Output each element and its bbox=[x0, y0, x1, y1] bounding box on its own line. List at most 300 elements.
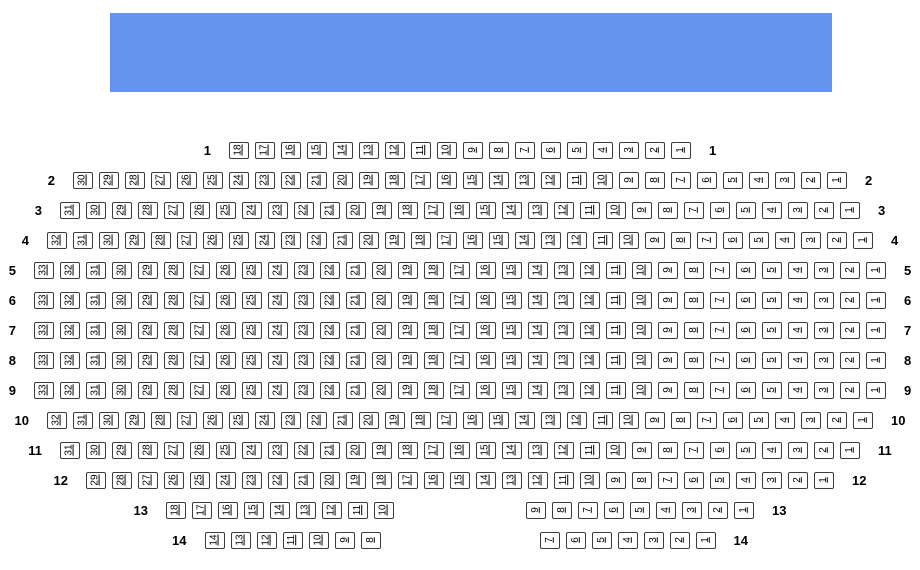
seat[interactable] bbox=[359, 232, 379, 249]
seat[interactable] bbox=[592, 532, 612, 549]
seat[interactable] bbox=[320, 352, 340, 369]
seat[interactable] bbox=[684, 322, 704, 339]
seat[interactable] bbox=[502, 442, 522, 459]
seat[interactable] bbox=[322, 502, 342, 519]
seat[interactable] bbox=[762, 292, 782, 309]
seat[interactable] bbox=[515, 232, 535, 249]
seat[interactable] bbox=[257, 532, 277, 549]
seat[interactable] bbox=[424, 352, 444, 369]
seat[interactable] bbox=[348, 502, 368, 519]
seat[interactable] bbox=[502, 472, 522, 489]
seat[interactable] bbox=[762, 352, 782, 369]
seat[interactable] bbox=[476, 382, 496, 399]
seat[interactable] bbox=[645, 142, 665, 159]
seat[interactable] bbox=[244, 502, 264, 519]
seat[interactable] bbox=[489, 142, 509, 159]
seat[interactable] bbox=[166, 502, 186, 519]
seat[interactable] bbox=[684, 352, 704, 369]
seat[interactable] bbox=[164, 202, 184, 219]
seat[interactable] bbox=[268, 352, 288, 369]
seat[interactable] bbox=[578, 502, 598, 519]
seat[interactable] bbox=[73, 172, 93, 189]
seat[interactable] bbox=[34, 352, 54, 369]
seat[interactable] bbox=[320, 442, 340, 459]
seat[interactable] bbox=[333, 232, 353, 249]
seat[interactable] bbox=[827, 172, 847, 189]
seat[interactable] bbox=[580, 442, 600, 459]
seat[interactable] bbox=[502, 382, 522, 399]
seat[interactable] bbox=[164, 442, 184, 459]
seat[interactable] bbox=[112, 442, 132, 459]
seat[interactable] bbox=[658, 292, 678, 309]
seat[interactable] bbox=[708, 502, 728, 519]
seat[interactable] bbox=[762, 322, 782, 339]
seat[interactable] bbox=[424, 292, 444, 309]
seat[interactable] bbox=[762, 382, 782, 399]
seat[interactable] bbox=[60, 292, 80, 309]
seat[interactable] bbox=[710, 352, 730, 369]
seat[interactable] bbox=[840, 262, 860, 279]
seat[interactable] bbox=[814, 202, 834, 219]
seat[interactable] bbox=[541, 142, 561, 159]
seat[interactable] bbox=[190, 202, 210, 219]
seat[interactable] bbox=[270, 502, 290, 519]
seat[interactable] bbox=[398, 322, 418, 339]
seat[interactable] bbox=[775, 232, 795, 249]
seat[interactable] bbox=[255, 142, 275, 159]
seat[interactable] bbox=[840, 292, 860, 309]
seat[interactable] bbox=[294, 382, 314, 399]
seat[interactable] bbox=[73, 232, 93, 249]
seat[interactable] bbox=[294, 322, 314, 339]
seat[interactable] bbox=[580, 262, 600, 279]
seat[interactable] bbox=[229, 172, 249, 189]
seat[interactable] bbox=[268, 292, 288, 309]
seat[interactable] bbox=[320, 472, 340, 489]
seat[interactable] bbox=[177, 172, 197, 189]
seat[interactable] bbox=[268, 442, 288, 459]
seat[interactable] bbox=[775, 172, 795, 189]
seat[interactable] bbox=[840, 382, 860, 399]
seat[interactable] bbox=[502, 262, 522, 279]
seat[interactable] bbox=[294, 202, 314, 219]
seat[interactable] bbox=[268, 202, 288, 219]
seat[interactable] bbox=[554, 442, 574, 459]
seat[interactable] bbox=[125, 232, 145, 249]
seat[interactable] bbox=[47, 412, 67, 429]
seat[interactable] bbox=[307, 412, 327, 429]
seat[interactable] bbox=[671, 142, 691, 159]
seat[interactable] bbox=[632, 292, 652, 309]
seat[interactable] bbox=[489, 172, 509, 189]
seat[interactable] bbox=[268, 472, 288, 489]
seat[interactable] bbox=[684, 262, 704, 279]
seat[interactable] bbox=[814, 262, 834, 279]
seat[interactable] bbox=[190, 292, 210, 309]
seat[interactable] bbox=[710, 442, 730, 459]
seat[interactable] bbox=[528, 382, 548, 399]
seat[interactable] bbox=[606, 262, 626, 279]
seat[interactable] bbox=[125, 172, 145, 189]
seat[interactable] bbox=[86, 472, 106, 489]
seat[interactable] bbox=[190, 322, 210, 339]
seat[interactable] bbox=[205, 532, 225, 549]
seat[interactable] bbox=[138, 472, 158, 489]
seat[interactable] bbox=[749, 232, 769, 249]
seat[interactable] bbox=[710, 202, 730, 219]
seat[interactable] bbox=[645, 232, 665, 249]
seat[interactable] bbox=[671, 172, 691, 189]
seat[interactable] bbox=[411, 142, 431, 159]
seat[interactable] bbox=[762, 202, 782, 219]
seat[interactable] bbox=[866, 322, 886, 339]
seat[interactable] bbox=[281, 142, 301, 159]
seat[interactable] bbox=[216, 262, 236, 279]
seat[interactable] bbox=[268, 262, 288, 279]
seat[interactable] bbox=[541, 412, 561, 429]
seat[interactable] bbox=[762, 262, 782, 279]
seat[interactable] bbox=[463, 172, 483, 189]
seat[interactable] bbox=[554, 382, 574, 399]
seat[interactable] bbox=[528, 322, 548, 339]
seat[interactable] bbox=[710, 322, 730, 339]
seat[interactable] bbox=[99, 232, 119, 249]
seat[interactable] bbox=[502, 292, 522, 309]
seat[interactable] bbox=[814, 292, 834, 309]
seat[interactable] bbox=[60, 442, 80, 459]
seat[interactable] bbox=[632, 472, 652, 489]
seat[interactable] bbox=[294, 442, 314, 459]
seat[interactable] bbox=[281, 412, 301, 429]
seat[interactable] bbox=[658, 322, 678, 339]
seat[interactable] bbox=[801, 412, 821, 429]
seat[interactable] bbox=[268, 382, 288, 399]
seat[interactable] bbox=[658, 382, 678, 399]
seat[interactable] bbox=[333, 172, 353, 189]
seat[interactable] bbox=[502, 352, 522, 369]
seat[interactable] bbox=[372, 202, 392, 219]
seat[interactable] bbox=[656, 502, 676, 519]
seat[interactable] bbox=[567, 412, 587, 429]
seat[interactable] bbox=[567, 172, 587, 189]
seat[interactable] bbox=[281, 232, 301, 249]
seat[interactable] bbox=[463, 412, 483, 429]
seat[interactable] bbox=[346, 292, 366, 309]
seat[interactable] bbox=[138, 382, 158, 399]
seat[interactable] bbox=[554, 322, 574, 339]
seat[interactable] bbox=[476, 472, 496, 489]
seat[interactable] bbox=[593, 172, 613, 189]
seat[interactable] bbox=[335, 532, 355, 549]
seat[interactable] bbox=[229, 412, 249, 429]
seat[interactable] bbox=[476, 202, 496, 219]
seat[interactable] bbox=[684, 382, 704, 399]
seat[interactable] bbox=[255, 172, 275, 189]
seat[interactable] bbox=[736, 292, 756, 309]
seat[interactable] bbox=[515, 172, 535, 189]
seat[interactable] bbox=[424, 382, 444, 399]
seat[interactable] bbox=[736, 202, 756, 219]
seat[interactable] bbox=[697, 412, 717, 429]
seat[interactable] bbox=[112, 262, 132, 279]
seat[interactable] bbox=[164, 382, 184, 399]
seat[interactable] bbox=[593, 412, 613, 429]
seat[interactable] bbox=[294, 352, 314, 369]
seat[interactable] bbox=[723, 232, 743, 249]
seat[interactable] bbox=[710, 262, 730, 279]
seat[interactable] bbox=[645, 172, 665, 189]
seat[interactable] bbox=[723, 172, 743, 189]
seat[interactable] bbox=[411, 172, 431, 189]
seat[interactable] bbox=[502, 322, 522, 339]
seat[interactable] bbox=[658, 442, 678, 459]
seat[interactable] bbox=[801, 172, 821, 189]
seat[interactable] bbox=[73, 412, 93, 429]
seat[interactable] bbox=[489, 412, 509, 429]
seat[interactable] bbox=[528, 202, 548, 219]
seat[interactable] bbox=[619, 142, 639, 159]
seat[interactable] bbox=[632, 442, 652, 459]
seat[interactable] bbox=[567, 232, 587, 249]
seat[interactable] bbox=[670, 532, 690, 549]
seat[interactable] bbox=[450, 292, 470, 309]
seat[interactable] bbox=[372, 262, 392, 279]
seat[interactable] bbox=[450, 352, 470, 369]
seat[interactable] bbox=[424, 262, 444, 279]
seat[interactable] bbox=[814, 352, 834, 369]
seat[interactable] bbox=[606, 382, 626, 399]
seat[interactable] bbox=[190, 382, 210, 399]
seat[interactable] bbox=[346, 382, 366, 399]
seat[interactable] bbox=[242, 322, 262, 339]
seat[interactable] bbox=[307, 232, 327, 249]
seat[interactable] bbox=[618, 532, 638, 549]
seat[interactable] bbox=[580, 382, 600, 399]
seat[interactable] bbox=[632, 262, 652, 279]
seat[interactable] bbox=[424, 202, 444, 219]
seat[interactable] bbox=[138, 262, 158, 279]
seat[interactable] bbox=[47, 232, 67, 249]
seat[interactable] bbox=[229, 142, 249, 159]
seat[interactable] bbox=[34, 292, 54, 309]
seat[interactable] bbox=[736, 442, 756, 459]
seat[interactable] bbox=[359, 412, 379, 429]
seat[interactable] bbox=[866, 262, 886, 279]
seat[interactable] bbox=[320, 292, 340, 309]
seat[interactable] bbox=[580, 292, 600, 309]
seat[interactable] bbox=[463, 142, 483, 159]
seat[interactable] bbox=[190, 352, 210, 369]
seat[interactable] bbox=[450, 262, 470, 279]
seat[interactable] bbox=[60, 382, 80, 399]
seat[interactable] bbox=[788, 382, 808, 399]
seat[interactable] bbox=[86, 262, 106, 279]
seat[interactable] bbox=[190, 262, 210, 279]
seat[interactable] bbox=[309, 532, 329, 549]
seat[interactable] bbox=[437, 172, 457, 189]
seat[interactable] bbox=[528, 472, 548, 489]
seat[interactable] bbox=[307, 172, 327, 189]
seat[interactable] bbox=[203, 412, 223, 429]
seat[interactable] bbox=[216, 472, 236, 489]
seat[interactable] bbox=[476, 352, 496, 369]
seat[interactable] bbox=[34, 262, 54, 279]
seat[interactable] bbox=[606, 292, 626, 309]
seat[interactable] bbox=[374, 502, 394, 519]
seat[interactable] bbox=[827, 412, 847, 429]
seat[interactable] bbox=[619, 232, 639, 249]
seat[interactable] bbox=[112, 382, 132, 399]
seat[interactable] bbox=[138, 322, 158, 339]
seat[interactable] bbox=[630, 502, 650, 519]
seat[interactable] bbox=[242, 442, 262, 459]
seat[interactable] bbox=[450, 322, 470, 339]
seat[interactable] bbox=[320, 262, 340, 279]
seat[interactable] bbox=[138, 442, 158, 459]
seat[interactable] bbox=[361, 532, 381, 549]
seat[interactable] bbox=[632, 352, 652, 369]
seat[interactable] bbox=[697, 232, 717, 249]
seat[interactable] bbox=[281, 172, 301, 189]
seat[interactable] bbox=[684, 292, 704, 309]
seat[interactable] bbox=[450, 202, 470, 219]
seat[interactable] bbox=[218, 502, 238, 519]
seat[interactable] bbox=[125, 412, 145, 429]
seat[interactable] bbox=[632, 202, 652, 219]
seat[interactable] bbox=[333, 412, 353, 429]
seat[interactable] bbox=[242, 202, 262, 219]
seat[interactable] bbox=[255, 232, 275, 249]
seat[interactable] bbox=[866, 382, 886, 399]
seat[interactable] bbox=[60, 352, 80, 369]
seat[interactable] bbox=[346, 262, 366, 279]
seat[interactable] bbox=[164, 322, 184, 339]
seat[interactable] bbox=[242, 382, 262, 399]
seat[interactable] bbox=[644, 532, 664, 549]
seat[interactable] bbox=[242, 352, 262, 369]
seat[interactable] bbox=[151, 412, 171, 429]
seat[interactable] bbox=[242, 262, 262, 279]
seat[interactable] bbox=[723, 412, 743, 429]
seat[interactable] bbox=[528, 262, 548, 279]
seat[interactable] bbox=[632, 322, 652, 339]
seat[interactable] bbox=[658, 262, 678, 279]
seat[interactable] bbox=[177, 412, 197, 429]
seat[interactable] bbox=[697, 172, 717, 189]
seat[interactable] bbox=[736, 382, 756, 399]
seat[interactable] bbox=[398, 292, 418, 309]
seat[interactable] bbox=[580, 472, 600, 489]
seat[interactable] bbox=[710, 292, 730, 309]
seat[interactable] bbox=[164, 472, 184, 489]
seat[interactable] bbox=[216, 352, 236, 369]
seat[interactable] bbox=[372, 382, 392, 399]
seat[interactable] bbox=[541, 172, 561, 189]
seat[interactable] bbox=[112, 202, 132, 219]
seat[interactable] bbox=[242, 472, 262, 489]
seat[interactable] bbox=[424, 472, 444, 489]
seat[interactable] bbox=[567, 142, 587, 159]
seat[interactable] bbox=[112, 292, 132, 309]
seat[interactable] bbox=[320, 382, 340, 399]
seat[interactable] bbox=[346, 202, 366, 219]
seat[interactable] bbox=[372, 322, 392, 339]
seat[interactable] bbox=[814, 322, 834, 339]
seat[interactable] bbox=[580, 352, 600, 369]
seat[interactable] bbox=[566, 532, 586, 549]
seat[interactable] bbox=[411, 412, 431, 429]
seat[interactable] bbox=[86, 292, 106, 309]
seat[interactable] bbox=[489, 232, 509, 249]
seat[interactable] bbox=[840, 352, 860, 369]
seat[interactable] bbox=[736, 352, 756, 369]
seat[interactable] bbox=[398, 262, 418, 279]
seat[interactable] bbox=[164, 292, 184, 309]
seat[interactable] bbox=[34, 322, 54, 339]
seat[interactable] bbox=[476, 262, 496, 279]
seat[interactable] bbox=[450, 472, 470, 489]
seat[interactable] bbox=[515, 142, 535, 159]
seat[interactable] bbox=[346, 472, 366, 489]
seat[interactable] bbox=[216, 292, 236, 309]
seat[interactable] bbox=[645, 412, 665, 429]
seat[interactable] bbox=[151, 172, 171, 189]
seat[interactable] bbox=[762, 472, 782, 489]
seat[interactable] bbox=[60, 202, 80, 219]
seat[interactable] bbox=[554, 472, 574, 489]
seat[interactable] bbox=[788, 472, 808, 489]
seat[interactable] bbox=[736, 262, 756, 279]
seat[interactable] bbox=[255, 412, 275, 429]
seat[interactable] bbox=[283, 532, 303, 549]
seat[interactable] bbox=[580, 322, 600, 339]
seat[interactable] bbox=[177, 232, 197, 249]
seat[interactable] bbox=[658, 472, 678, 489]
seat[interactable] bbox=[554, 202, 574, 219]
seat[interactable] bbox=[99, 412, 119, 429]
seat[interactable] bbox=[696, 532, 716, 549]
seat[interactable] bbox=[99, 172, 119, 189]
seat[interactable] bbox=[450, 442, 470, 459]
seat[interactable] bbox=[424, 322, 444, 339]
seat[interactable] bbox=[840, 322, 860, 339]
seat[interactable] bbox=[203, 172, 223, 189]
seat[interactable] bbox=[827, 232, 847, 249]
seat[interactable] bbox=[138, 202, 158, 219]
seat[interactable] bbox=[476, 322, 496, 339]
seat[interactable] bbox=[515, 412, 535, 429]
seat[interactable] bbox=[216, 442, 236, 459]
seat[interactable] bbox=[190, 442, 210, 459]
seat[interactable] bbox=[450, 382, 470, 399]
seat[interactable] bbox=[801, 232, 821, 249]
seat[interactable] bbox=[372, 352, 392, 369]
seat[interactable] bbox=[593, 232, 613, 249]
seat[interactable] bbox=[242, 292, 262, 309]
seat[interactable] bbox=[502, 202, 522, 219]
seat[interactable] bbox=[164, 262, 184, 279]
seat[interactable] bbox=[554, 262, 574, 279]
seat[interactable] bbox=[814, 472, 834, 489]
seat[interactable] bbox=[788, 442, 808, 459]
seat[interactable] bbox=[734, 502, 754, 519]
seat[interactable] bbox=[866, 292, 886, 309]
seat[interactable] bbox=[216, 382, 236, 399]
seat[interactable] bbox=[736, 472, 756, 489]
seat[interactable] bbox=[60, 322, 80, 339]
seat[interactable] bbox=[138, 352, 158, 369]
seat[interactable] bbox=[112, 352, 132, 369]
